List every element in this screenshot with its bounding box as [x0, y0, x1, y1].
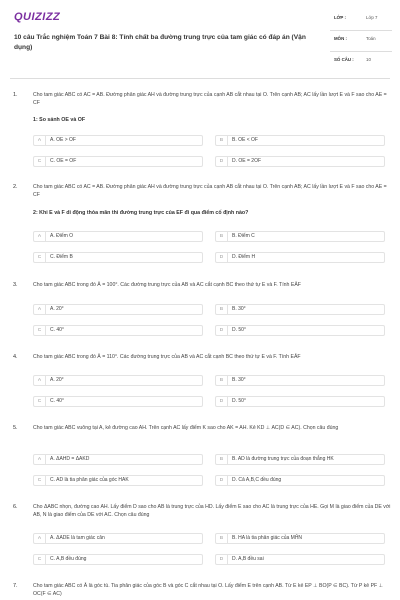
option-a[interactable] — [33, 454, 203, 465]
option-b[interactable] — [215, 454, 385, 465]
meta-row-class — [330, 10, 392, 31]
option-text: B. AD là đường trung trực của đoạn thẳng HK — [232, 456, 334, 462]
question-number: 4. — [13, 354, 18, 360]
option-text: A. ΔADE là tam giác cân — [50, 535, 105, 541]
option-text: B. OE < OF — [232, 137, 258, 143]
question-number: 6. — [13, 504, 18, 510]
question-number: 2. — [13, 184, 18, 190]
option-letter: D — [216, 157, 228, 166]
option-d[interactable] — [215, 475, 385, 486]
question-number: 5. — [13, 425, 18, 431]
option-text: B. 30° — [232, 377, 246, 383]
option-letter: D — [216, 397, 228, 406]
option-text: D. 50° — [232, 327, 246, 333]
option-b[interactable] — [215, 304, 385, 315]
option-letter: B — [216, 136, 228, 145]
option-letter: C — [34, 555, 46, 564]
option-letter: A — [34, 305, 46, 314]
meta-label: SỐ CÂU : — [334, 57, 354, 62]
option-b[interactable] — [215, 533, 385, 544]
question-subprompt: 2: Khi E và F di động thỏa mãn thì đường trung trực của EF đi qua điểm cố định nào? — [33, 210, 249, 216]
question-subprompt: 1: So sánh OE và OF — [33, 117, 86, 123]
option-letter: C — [34, 157, 46, 166]
meta-value: Lớp 7 — [366, 15, 378, 20]
option-text: A. OE > OF — [50, 137, 76, 143]
option-text: C. OE = OF — [50, 158, 77, 164]
question-number: 3. — [13, 282, 18, 288]
option-letter: B — [216, 232, 228, 241]
option-b[interactable] — [215, 135, 385, 146]
meta-label: MÔN : — [334, 36, 347, 41]
option-d[interactable] — [215, 554, 385, 565]
meta-row-count — [330, 52, 392, 72]
option-a[interactable] — [33, 533, 203, 544]
worksheet-header — [0, 0, 400, 82]
meta-label: LỚP : — [334, 15, 346, 20]
option-letter: B — [216, 455, 228, 464]
meta-box — [330, 10, 392, 72]
option-b[interactable] — [215, 375, 385, 386]
option-b[interactable] — [215, 231, 385, 242]
option-c[interactable] — [33, 156, 203, 167]
option-letter: A — [34, 455, 46, 464]
option-letter: C — [34, 253, 46, 262]
option-text: D. Điểm H — [232, 254, 256, 260]
question-text: Cho tam giác ABC trong đó Â = 110°. Các đường trung trực của AB và AC cắt cạnh BC theo thứ tự E và F. Tính EÂF — [33, 354, 301, 360]
option-d[interactable] — [215, 396, 385, 407]
option-a[interactable] — [33, 135, 203, 146]
option-c[interactable] — [33, 396, 203, 407]
question-text: Cho ΔABC nhọn, đường cao AH. Lấy điểm D sao cho AB là trung trực của HD. Lấy điểm E sao cho AC là trung trực của HE. Gọi M là giao điểm của DE với AB, N là giao điểm của DE với AC. Chọn câu đúng — [33, 504, 391, 518]
option-letter: D — [216, 253, 228, 262]
option-text: A. 20° — [50, 377, 64, 383]
option-c[interactable] — [33, 252, 203, 263]
option-text: D. Cả A,B,C đều đúng — [232, 477, 282, 483]
worksheet-title: 10 câu Trắc nghiệm Toán 7 Bài 8: Tính chất ba đường trung trực của tam giác có đáp án (Vận dụng) — [14, 34, 306, 51]
option-text: D. 50° — [232, 398, 246, 404]
option-letter: D — [216, 326, 228, 335]
question-number: 1. — [13, 92, 18, 98]
option-letter: D — [216, 476, 228, 485]
option-text: B. HA là tia phân giác của MĤN — [232, 535, 303, 541]
option-c[interactable] — [33, 554, 203, 565]
option-letter: A — [34, 376, 46, 385]
option-letter: A — [34, 136, 46, 145]
option-letter: A — [34, 232, 46, 241]
option-text: A. ΔAHD = ΔAKD — [50, 456, 90, 462]
meta-value: 10 — [366, 57, 371, 62]
option-text: C. 40° — [50, 327, 64, 333]
option-letter: B — [216, 305, 228, 314]
option-d[interactable] — [215, 325, 385, 336]
option-text: C. Điểm B — [50, 254, 73, 260]
question-text: Cho tam giác ABC vuông tại A, kẻ đường cao AH. Trên cạnh AC lấy điểm K sao cho AK = AH. Kẻ KD ⊥ AC(D ∈ AC). Chọn câu đúng — [33, 425, 339, 431]
header-divider — [10, 78, 390, 79]
option-text: B. Điểm C — [232, 233, 255, 239]
option-d[interactable] — [215, 156, 385, 167]
option-letter: C — [34, 476, 46, 485]
option-c[interactable] — [33, 325, 203, 336]
option-a[interactable] — [33, 375, 203, 386]
meta-value: Toán — [366, 36, 376, 41]
option-c[interactable] — [33, 475, 203, 486]
question-text: Cho tam giác ABC có AC = AB. Đường phân giác AH và đường trung trực của cạnh AB cắt nhau tại O. Trên cạnh AB; AC lấy lần lượt E và F sao cho AE = CF — [33, 92, 387, 106]
question-number: 7. — [13, 583, 18, 589]
option-a[interactable] — [33, 304, 203, 315]
option-text: A. Điểm O — [50, 233, 74, 239]
question-text: Cho tam giác ABC có AC = AB. Đường phân giác AH và đường trung trực của cạnh AB cắt nhau tại O. Trên cạnh AB; AC lấy lần lượt E và F sao cho AE = CF — [33, 184, 387, 198]
quizizz-logo: QUIZIZZ — [14, 11, 61, 23]
option-text: A. 20° — [50, 306, 64, 312]
option-text: D. A,B đều sai — [232, 556, 264, 562]
option-letter: B — [216, 534, 228, 543]
question-text: Cho tam giác ABC có Â là góc tù. Tia phân giác của góc B và góc C cắt nhau tại O. Lấy điểm E trên cạnh AB. Từ E kẻ EP ⊥ BO(P ∈ BC). Từ P kẻ PF ⊥ OC(F ∈ AC) — [33, 583, 384, 597]
option-letter: A — [34, 534, 46, 543]
option-letter: B — [216, 376, 228, 385]
option-text: B. 30° — [232, 306, 246, 312]
option-text: C. 40° — [50, 398, 64, 404]
question-text: Cho tam giác ABC trong đó Â = 100°. Các đường trung trực của AB và AC cắt cạnh BC theo thứ tự E và F. Tính EÂF — [33, 282, 301, 288]
option-letter: C — [34, 397, 46, 406]
option-d[interactable] — [215, 252, 385, 263]
meta-row-subject — [330, 31, 392, 52]
option-letter: C — [34, 326, 46, 335]
option-text: C. A,B đều đúng — [50, 556, 87, 562]
option-a[interactable] — [33, 231, 203, 242]
option-text: D. OE = 2OF — [232, 158, 262, 164]
option-letter: D — [216, 555, 228, 564]
option-text: C. AD là tia phân giác của góc HAK — [50, 477, 129, 483]
